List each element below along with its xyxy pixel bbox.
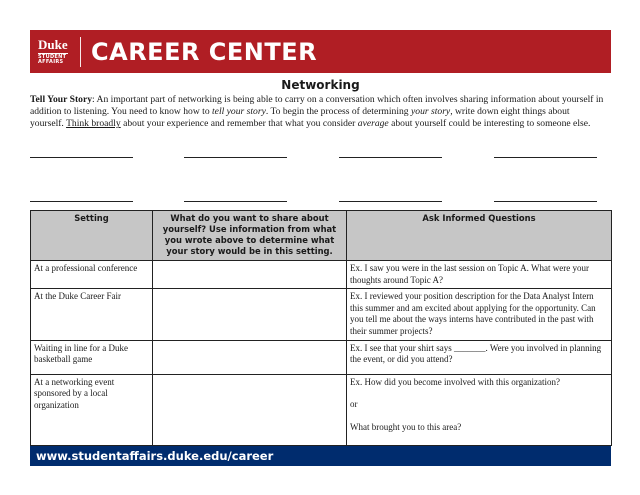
table-row bbox=[31, 340, 612, 374]
intro-paragraph bbox=[30, 94, 605, 131]
banner-title: CAREER CENTER bbox=[91, 37, 318, 66]
table-row bbox=[31, 289, 612, 340]
intro-label: Tell Your Story bbox=[30, 94, 93, 105]
setting-cell: Waiting in line for a Duke basketball game bbox=[31, 340, 153, 374]
table-row bbox=[31, 261, 612, 289]
footer-bar bbox=[30, 446, 611, 466]
table-row bbox=[31, 374, 612, 445]
question-line: or bbox=[350, 399, 358, 410]
questions-cell: Ex. I reviewed your position description for the Data Analyst Intern this summer and am excited about applying for the opportunity. Can you tell me about the ways interns have contributed in the past with their summer projects? bbox=[347, 289, 612, 340]
share-cell[interactable] bbox=[153, 340, 347, 374]
answer-line-5[interactable] bbox=[30, 201, 133, 202]
question-line: Ex. How did you become involved with this organization? bbox=[350, 376, 561, 387]
answer-line-8[interactable] bbox=[494, 201, 597, 202]
intro-text-3: , write down eight things about yourself. bbox=[30, 106, 570, 130]
footer-url-link[interactable]: www.studentaffairs.duke.edu/career bbox=[36, 449, 274, 463]
logo-sub-2: AFFAIRS bbox=[38, 59, 64, 65]
logo-divider bbox=[80, 37, 81, 67]
share-cell[interactable] bbox=[153, 261, 347, 289]
answer-line-7[interactable] bbox=[339, 201, 442, 202]
setting-cell: At a professional conference bbox=[31, 261, 153, 289]
duke-student-affairs-logo[interactable] bbox=[38, 38, 78, 65]
questions-cell: Ex. I saw you were in the last session on Topic A. What were your thoughts around Topic A? bbox=[347, 261, 612, 289]
setting-cell: At a networking event sponsored by a local organization bbox=[31, 374, 153, 445]
setting-cell: At the Duke Career Fair bbox=[31, 289, 153, 340]
intro-text-1: : An important part of networking is being able to carry on a conversation which often involves sharing information about yourself in addition to listening. You need to know how to bbox=[30, 94, 604, 118]
logo-name: Duke bbox=[38, 37, 68, 52]
intro-underline: Think broadly bbox=[66, 118, 121, 130]
logo-sub-1: STUDENT bbox=[38, 54, 67, 60]
page-title: Networking bbox=[281, 78, 360, 92]
share-cell[interactable] bbox=[153, 289, 347, 340]
col-header-setting: Setting bbox=[31, 211, 153, 261]
intro-text-2: . To begin the process of determining bbox=[265, 106, 412, 118]
answer-line-6[interactable] bbox=[184, 201, 287, 202]
intro-emphasis-3: average bbox=[357, 118, 389, 130]
share-cell[interactable] bbox=[153, 374, 347, 445]
intro-emphasis-2: your story bbox=[411, 106, 451, 118]
col-header-questions: Ask Informed Questions bbox=[347, 211, 612, 261]
answer-line-3[interactable] bbox=[339, 157, 442, 158]
answer-line-2[interactable] bbox=[184, 157, 287, 158]
col-header-share: What do you want to share about yourself? Use information from what you wrote above to determine what your story would be in this setting. bbox=[153, 211, 347, 261]
questions-cell bbox=[347, 374, 612, 445]
networking-table bbox=[30, 210, 612, 446]
answer-line-1[interactable] bbox=[30, 157, 133, 158]
intro-text-5: about yourself could be interesting to someone else. bbox=[388, 118, 591, 130]
table-header-row bbox=[31, 211, 612, 261]
intro-text-4: about your experience and remember that what you consider bbox=[120, 118, 358, 130]
header-banner bbox=[30, 30, 611, 73]
questions-cell: Ex. I see that your shirt says _______. Were you involved in planning the event, or did you attend? bbox=[347, 340, 612, 374]
answer-line-4[interactable] bbox=[494, 157, 597, 158]
intro-emphasis-1: tell your story bbox=[212, 106, 266, 118]
question-line: What brought you to this area? bbox=[350, 421, 462, 432]
